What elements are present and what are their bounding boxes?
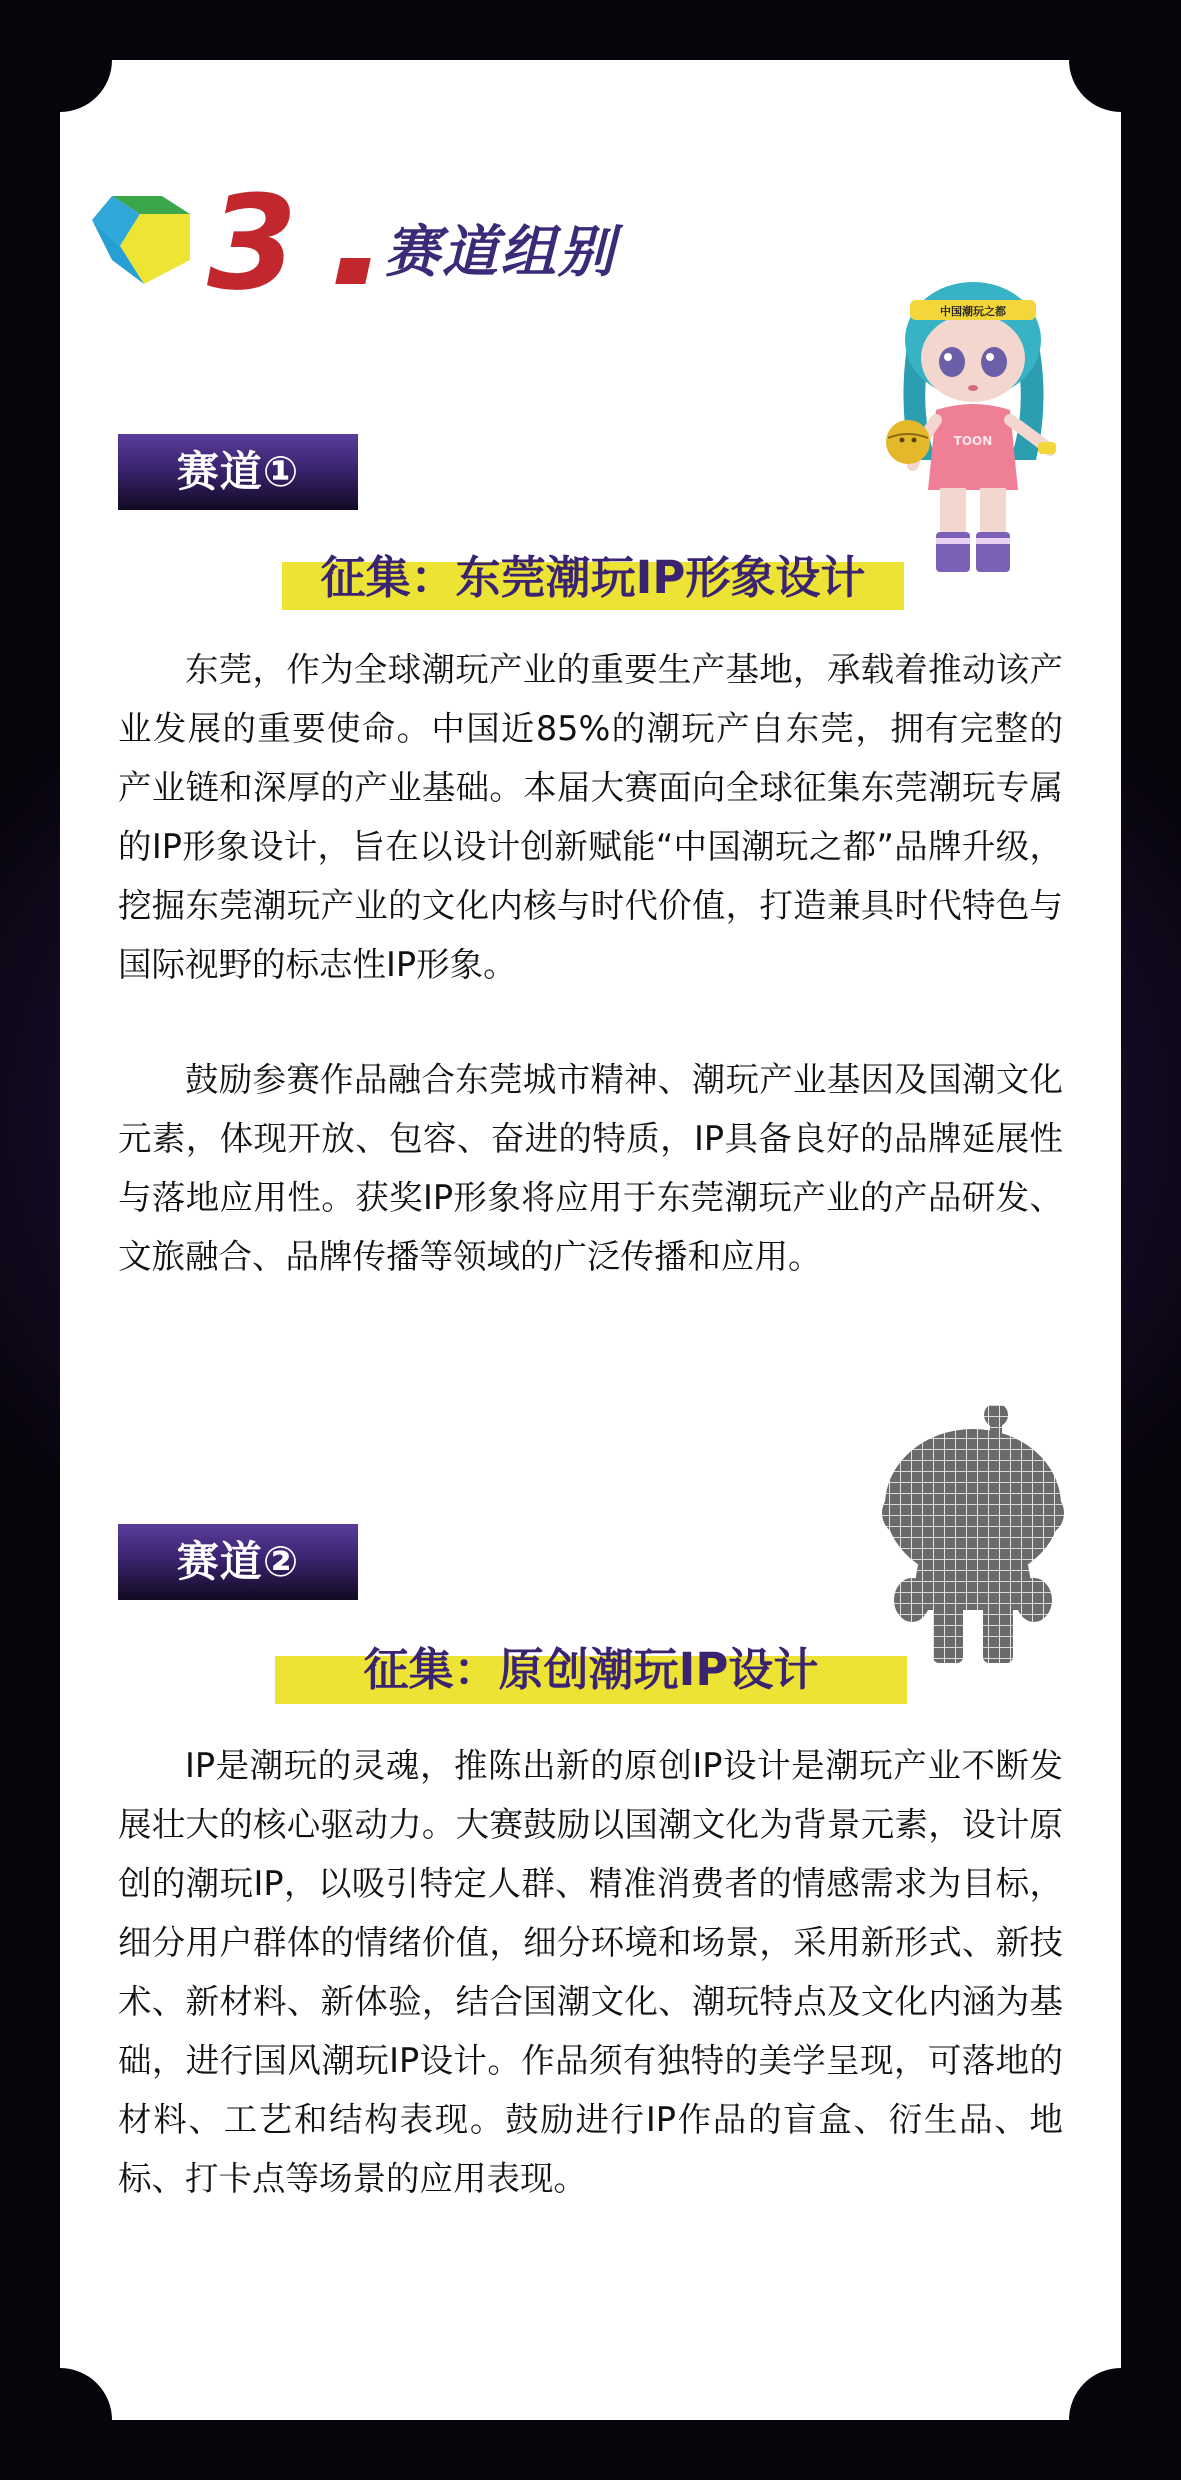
track-1-collect-title: 征集：东莞潮玩IP形象设计 xyxy=(320,551,866,604)
cube-icon xyxy=(92,190,202,290)
track-1-paragraph-2: 鼓励参赛作品融合东莞城市精神、潮玩产业基因及国潮文化元素，体现开放、包容、奋进的特质，IP具备良好的品牌延展性与落地应用性。获奖IP形象将应用于东莞潮玩产业的产品研发、文旅融合、品牌传播等领域的广泛传播和应用。 xyxy=(118,1060,1063,1276)
section-heading xyxy=(92,167,732,319)
section-number: 3 xyxy=(207,167,294,319)
track-1-badge: 赛道① xyxy=(118,434,358,510)
track-2-collect-title: 征集：原创潮玩IP设计 xyxy=(363,1643,819,1696)
doll-shirt-text: TOON xyxy=(953,434,993,448)
track-2-badge: 赛道② xyxy=(118,1524,358,1600)
track-1-paragraph-1: 东莞，作为全球潮玩产业的重要生产基地，承载着推动该产业发展的重要使命。中国近85%的潮玩产自东莞，拥有完整的产业链和深厚的产业基础。本届大赛面向全球征集东莞潮玩专属的IP形象设计，旨在以设计创新赋能“中国潮玩之都”品牌升级，挖掘东莞潮玩产业的文化内核与时代价值，打造兼具时代特色与国际视野的标志性IP形象。 xyxy=(118,650,1063,984)
doll-figure-image xyxy=(878,270,1068,580)
blank-ip-silhouette-image xyxy=(878,1405,1068,1675)
doll-headband-text: 中国潮玩之都 xyxy=(940,305,1006,318)
section-title: 赛道组别 xyxy=(384,220,616,285)
track-2-paragraph-1: IP是潮玩的灵魂，推陈出新的原创IP设计是潮玩产业不断发展壮大的核心驱动力。大赛鼓励以国潮文化为背景元素，设计原创的潮玩IP，以吸引特定人群、精准消费者的情感需求为目标，细分用户群体的情绪价值，细分环境和场景，采用新形式、新技术、新材料、新体验，结合国潮文化、潮玩特点及文化内涵为基础，进行国风潮玩IP设计。作品须有独特的美学呈现，可落地的材料、工艺和结构表现。鼓励进行IP作品的盲盒、衍生品、地标、打卡点等场景的应用表现。 xyxy=(118,1746,1063,2198)
section-number-dot xyxy=(335,258,371,284)
